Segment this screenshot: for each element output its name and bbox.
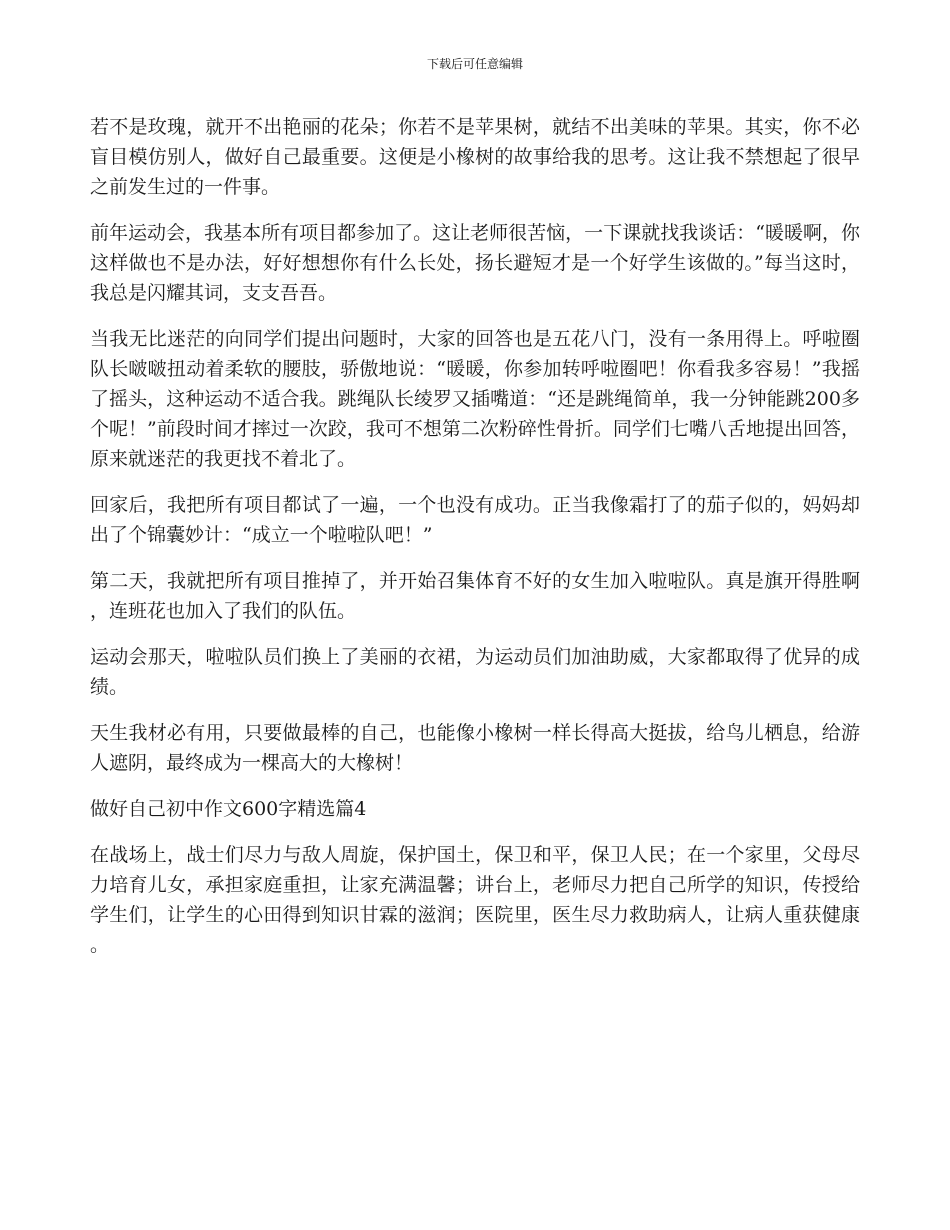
page-header: 下载后可任意编辑 xyxy=(426,57,523,71)
paragraph-1: 若不是玫瑰，就开不出艳丽的花朵；你若不是苹果树，就结不出美味的苹果。其实，你不必盲目模仿别人，做好自己最重要。这便是小橡树的故事给我的思考。这让我不禁想起了很早之前发生过的一件事。 xyxy=(90,116,860,198)
paragraph-6: 运动会那天，啦啦队员们换上了美丽的衣裙，为运动员们加油助威，大家都取得了优异的成绩。 xyxy=(90,646,860,698)
paragraph-4: 回家后，我把所有项目都试了一遍，一个也没有成功。正当我像霜打了的茄子似的，妈妈却出了个锦囊妙计：“成立一个啦啦队吧！” xyxy=(90,494,860,546)
article-body xyxy=(90,112,860,976)
paragraph-3: 当我无比迷茫的向同学们提出问题时，大家的回答也是五花八门，没有一条用得上。呼啦圈队长啵啵扭动着柔软的腰肢，骄傲地说：“暖暖，你参加转呼啦圈吧！你看我多容易！”我摇了摇头，这种运动不适合我。跳绳队长绫罗又插嘴道：“还是跳绳简单，我一分钟能跳200多个呢！”前段时间才摔过一次跤，我可不想第二次粉碎性骨折。同学们七嘴八舌地提出回答，原来就迷茫的我更找不着北了。 xyxy=(90,328,860,470)
paragraph-2: 前年运动会，我基本所有项目都参加了。这让老师很苦恼，一下课就找我谈话：“暖暖啊，你这样做也不是办法，好好想想你有什么长处，扬长避短才是一个好学生该做的。”每当这时，我总是闪耀其词，支支吾吾。 xyxy=(90,222,860,304)
paragraph-7: 天生我材必有用，只要做最棒的自己，也能像小橡树一样长得高大挺拔，给鸟儿栖息，给游人遮阴，最终成为一棵高大的大橡树！ xyxy=(90,722,860,774)
paragraph-8: 在战场上，战士们尽力与敌人周旋，保护国土，保卫和平，保卫人民；在一个家里，父母尽力培育儿女，承担家庭重担，让家充满温馨；讲台上，老师尽力把自己所学的知识，传授给学生们，让学生的心田得到知识甘霖的滋润；医院里，医生尽力救助病人，让病人重获健康。 xyxy=(90,844,860,956)
paragraph-5: 第二天，我就把所有项目推掉了，并开始召集体育不好的女生加入啦啦队。真是旗开得胜啊，连班花也加入了我们的队伍。 xyxy=(90,570,860,622)
section-heading: 做好自己初中作文600字精选篇4 xyxy=(90,798,367,820)
